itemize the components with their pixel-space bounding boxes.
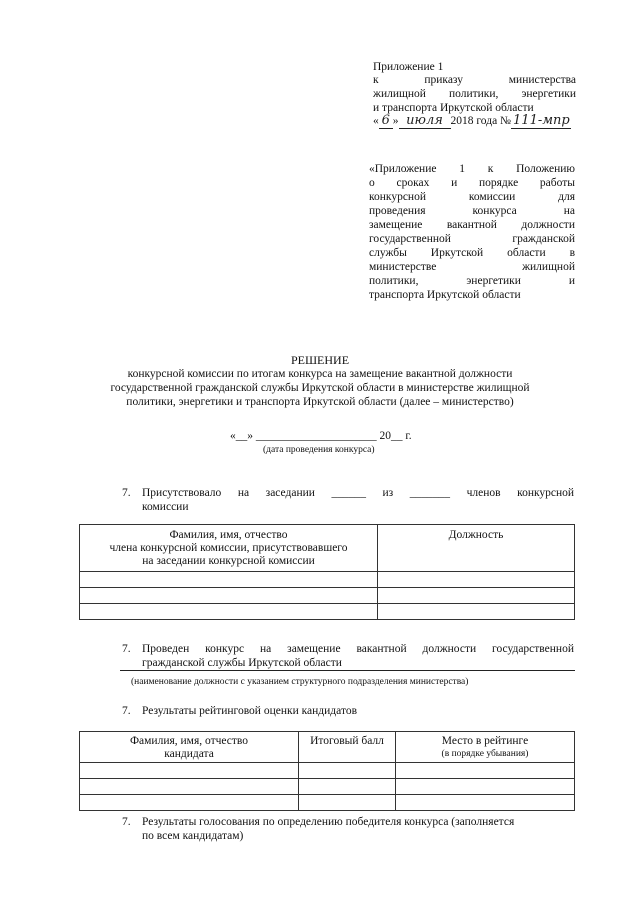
item1-word: на: [237, 487, 250, 499]
table-header-row: [80, 732, 575, 763]
item2-word: Проведен: [142, 643, 190, 655]
table-cell: [80, 604, 378, 620]
appendix-date-line: [373, 114, 571, 129]
item2-underline: [120, 670, 575, 671]
item3-text: Результаты рейтинговой оценки кандидатов: [142, 705, 358, 717]
regulation-line: проведения конкурса на: [369, 205, 575, 217]
item4-number: 7.: [122, 816, 131, 828]
subtitle-line: политики, энергетики и транспорта Иркутской области (далее – министерство): [126, 396, 514, 408]
item1-word: ______: [331, 487, 366, 499]
rank-header-note: (в порядке убывания): [441, 749, 529, 759]
item2-word: должности: [422, 643, 477, 655]
table-cell: [80, 795, 299, 811]
regulation-line: политики, энергетики и: [369, 275, 575, 287]
appendix-title: Приложение 1: [373, 61, 444, 73]
table-cell: [378, 588, 575, 604]
table-cell: [396, 779, 575, 795]
rank-header-label: Место в рейтинге: [441, 735, 529, 747]
appendix-line-2: жилищной политики, энергетики: [373, 88, 576, 100]
table-row: [80, 763, 575, 779]
members-position-header: Должность: [378, 525, 575, 572]
date-day: 6: [379, 114, 393, 129]
appendix-line-3: и транспорта Иркутской области: [373, 102, 534, 114]
date-month: июля: [399, 114, 451, 129]
item2-word: на: [259, 643, 272, 655]
table-cell: [80, 763, 299, 779]
date-close-quote: »: [392, 115, 399, 127]
table-cell: [80, 572, 378, 588]
item2-word: вакантной: [356, 643, 407, 655]
decision-date-line: «__» _____________________ 20__ г.: [230, 430, 412, 442]
candidate-name-header: Фамилия, имя, отчество кандидата: [80, 732, 299, 763]
total-score-header: Итоговый балл: [299, 732, 396, 763]
regulation-line: государственной гражданской: [369, 233, 575, 245]
regulation-line: «Приложение 1 к Положению: [369, 163, 575, 175]
order-number: 111-мпр: [513, 113, 570, 128]
table-cell: [299, 779, 396, 795]
table-cell: [378, 572, 575, 588]
table-cell: [299, 763, 396, 779]
item1-word: _______: [409, 487, 451, 499]
table-row: [80, 604, 575, 620]
decision-title: РЕШЕНИЕ: [290, 353, 350, 367]
table-header-row: [80, 525, 575, 572]
table-cell: [396, 763, 575, 779]
item1-line2: комиссии: [142, 501, 189, 513]
regulation-line: замещение вакантной должности: [369, 219, 575, 231]
item1-line1: [142, 486, 574, 500]
table-cell: [396, 795, 575, 811]
item2-caption: (наименование должности с указанием структурного подразделения министерства): [131, 677, 469, 687]
table-row: [80, 588, 575, 604]
item1-word: из: [382, 487, 394, 499]
item2-line2: гражданской службы Иркутской области: [142, 657, 342, 669]
item2-line1: [142, 642, 574, 656]
regulation-line: о сроках и порядке работы: [369, 177, 575, 189]
decision-subtitle: [60, 367, 580, 409]
table-cell: [378, 604, 575, 620]
ratings-table: [79, 731, 575, 811]
appendix-line-1: к приказу министерства: [373, 74, 576, 86]
regulation-line: службы Иркутской области в: [369, 247, 575, 259]
regulation-line: транспорта Иркутской области: [369, 289, 521, 301]
decision-date-caption: (дата проведения конкурса): [263, 445, 375, 455]
regulation-header: [369, 162, 575, 302]
item4-line1: Результаты голосования по определению победителя конкурса (заполняется: [142, 816, 515, 828]
date-open-quote: «: [373, 115, 379, 127]
item2-word: замещение: [287, 643, 341, 655]
table-cell: [80, 588, 378, 604]
rank-header: [396, 732, 575, 763]
item1-number: 7.: [122, 487, 131, 499]
table-row: [80, 572, 575, 588]
regulation-line: конкурсной комиссии для: [369, 191, 575, 203]
item2-word: государственной: [492, 643, 574, 655]
item2-word: конкурс: [205, 643, 245, 655]
item1-word: заседании: [265, 487, 315, 499]
table-cell: [80, 779, 299, 795]
item4-line2: по всем кандидатам): [142, 830, 244, 842]
table-row: [80, 795, 575, 811]
members-name-header: Фамилия, имя, отчество члена конкурсной комиссии, присутствовавшего на заседании конкурсной комиссии: [80, 525, 378, 572]
regulation-line: министерстве жилищной: [369, 261, 575, 273]
subtitle-line: государственной гражданской службы Иркутской области в министерстве жилищной: [110, 382, 530, 394]
subtitle-line: конкурсной комиссии по итогам конкурса на замещение вакантной должности: [127, 368, 513, 380]
table-cell: [299, 795, 396, 811]
members-table: [79, 524, 575, 620]
item1-word: Присутствовало: [142, 487, 222, 499]
item1-word: членов: [466, 487, 501, 499]
table-row: [80, 779, 575, 795]
date-year-text: 2018 года №: [450, 115, 512, 127]
item3-number: 7.: [122, 705, 131, 717]
item1-word: конкурсной: [517, 487, 575, 499]
item2-number: 7.: [122, 643, 131, 655]
